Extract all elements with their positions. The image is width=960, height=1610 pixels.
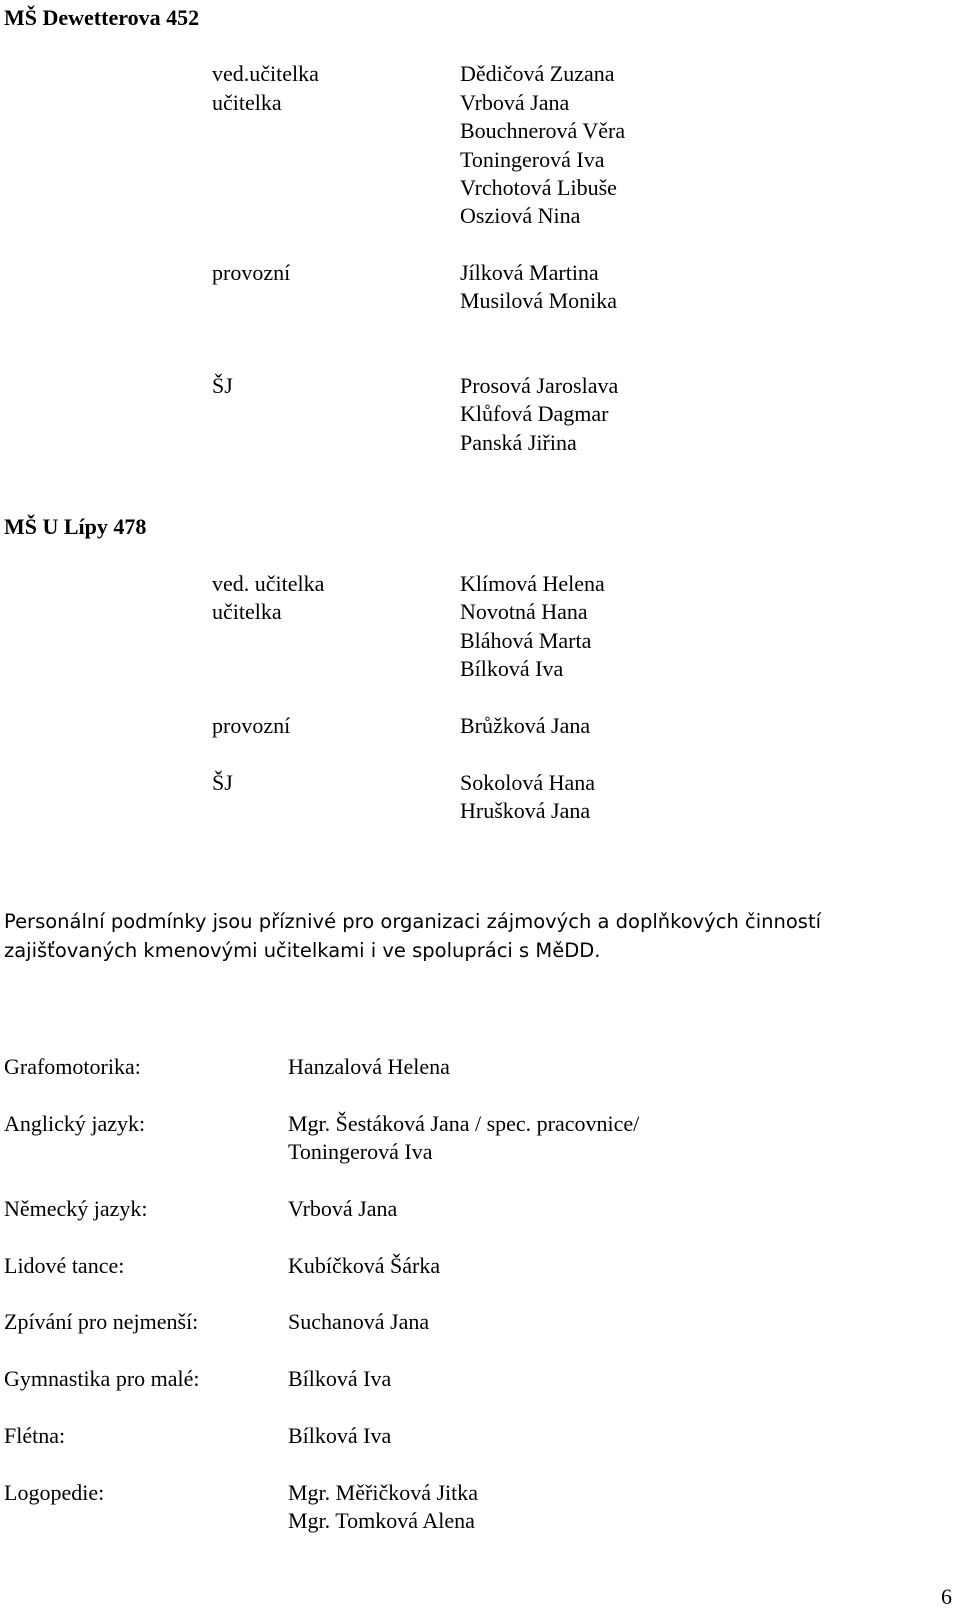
page-number: 6: [941, 1584, 952, 1609]
school2-staff-name: Novotná Hana: [460, 599, 588, 624]
activity-label: Anglický jazyk:: [4, 1111, 146, 1136]
activity-label: Německý jazyk:: [4, 1196, 148, 1221]
school2-staff-name: Sokolová Hana: [460, 770, 596, 795]
activity-leader: Kubíčková Šárka: [288, 1253, 441, 1278]
activity-label: Logopedie:: [4, 1480, 105, 1505]
school2-staff-name: Hrušková Jana: [460, 798, 591, 823]
activity-leader: Toningerová Iva: [288, 1139, 433, 1164]
school2-role-kitchen: ŠJ: [212, 770, 233, 795]
school2-role-operations: provozní: [212, 713, 291, 738]
activity-label: Flétna:: [4, 1423, 66, 1448]
school1-staff-name: Klůfová Dagmar: [460, 401, 609, 426]
school1-staff-name: Panská Jiřina: [460, 430, 577, 455]
activity-label: Grafomotorika:: [4, 1054, 141, 1079]
school2-staff-name: Bláhová Marta: [460, 628, 592, 653]
school1-role-lead-teacher: ved.učitelka: [212, 61, 319, 86]
activity-leader: Bílková Iva: [288, 1366, 392, 1391]
school2-role-teacher: učitelka: [212, 599, 282, 624]
activity-leader: Suchanová Jana: [288, 1309, 430, 1334]
school1-staff-name: Vrbová Jana: [460, 90, 570, 115]
activity-label: Lidové tance:: [4, 1253, 125, 1278]
school1-role-kitchen: ŠJ: [212, 373, 233, 398]
school1-staff-name: Dědičová Zuzana: [460, 61, 615, 86]
activity-label: Gymnastika pro malé:: [4, 1366, 200, 1391]
activity-leader: Bílková Iva: [288, 1423, 392, 1448]
activity-leader: Mgr. Šestáková Jana / spec. pracovnice/: [288, 1111, 640, 1136]
school2-role-lead-teacher: ved. učitelka: [212, 571, 325, 596]
staffing-paragraph: Personální podmínky jsou příznivé pro organizaci zájmových a doplňkových činností zajišťovaných kmenovými učitelkami i ve spolupráci s MěDD.: [4, 910, 822, 962]
school2-staff-name: Brůžková Jana: [460, 713, 591, 738]
school2-title: MŠ U Lípy 478: [4, 514, 147, 539]
school2-staff-name: Bílková Iva: [460, 656, 564, 681]
school1-staff-name: Bouchnerová Věra: [460, 118, 626, 143]
school1-role-operations: provozní: [212, 260, 291, 285]
activity-leader: Mgr. Tomková Alena: [288, 1508, 475, 1533]
school2-staff-name: Klímová Helena: [460, 571, 605, 596]
school1-staff-name: Jílková Martina: [460, 260, 599, 285]
school1-staff-name: Osziová Nina: [460, 203, 581, 228]
school1-staff-name: Vrchotová Libuše: [460, 175, 617, 200]
school1-staff-name: Toningerová Iva: [460, 147, 605, 172]
activity-leader: Mgr. Měřičková Jitka: [288, 1480, 479, 1505]
activity-leader: Hanzalová Helena: [288, 1054, 450, 1079]
school1-role-teacher: učitelka: [212, 90, 282, 115]
school1-title: MŠ Dewetterova 452: [4, 5, 200, 30]
activity-label: Zpívání pro nejmenší:: [4, 1309, 199, 1334]
school1-staff-name: Prosová Jaroslava: [460, 373, 619, 398]
activity-leader: Vrbová Jana: [288, 1196, 398, 1221]
school1-staff-name: Musilová Monika: [460, 288, 618, 313]
